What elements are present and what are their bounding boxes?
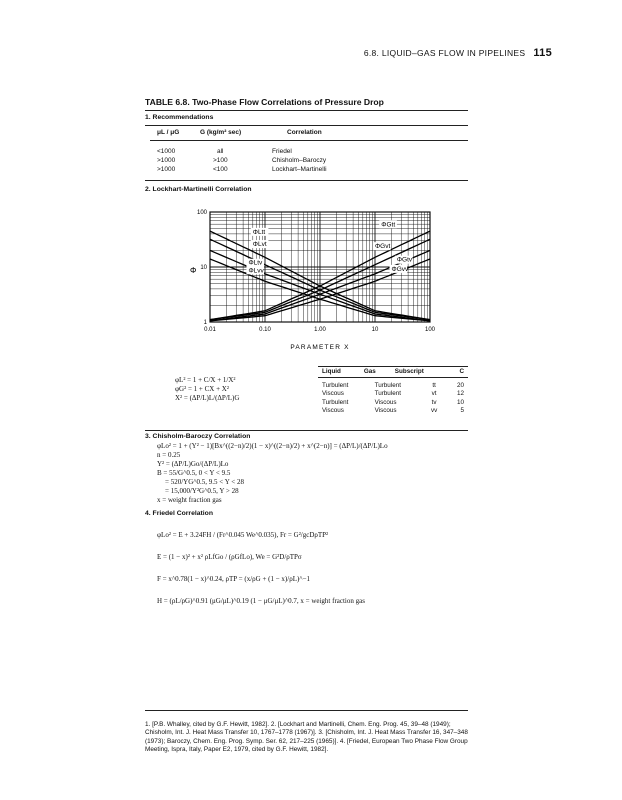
rule-s3 [145, 430, 468, 431]
x-tick-label: 1.00 [314, 327, 326, 333]
flow-regime-cell: Turbulent [374, 382, 401, 390]
rec-ratio: >1000 [157, 166, 176, 173]
running-head [364, 47, 552, 59]
lm-equations [175, 376, 239, 403]
rule-s1 [145, 125, 468, 126]
col-corr-header: Correlation [287, 129, 322, 136]
x-ticks [204, 327, 436, 333]
th-subscript: Subscript [394, 367, 424, 375]
flow-regime-cell: Turbulent [374, 390, 401, 398]
rec-corr: Chisholm–Baroczy [272, 157, 327, 164]
rec-row [0, 157, 622, 166]
rec-row [0, 166, 622, 175]
y-tick-label: 10 [200, 265, 207, 271]
flow-regime-cell: 10 [456, 398, 464, 406]
y-tick-label: 100 [196, 210, 207, 216]
col-flux-header: G (kg/m² sec) [200, 129, 242, 136]
rule-top [145, 110, 468, 111]
rec-flux: >100 [213, 157, 228, 164]
th-gas: Gas [363, 367, 376, 375]
flow-regime-cell: 20 [456, 382, 464, 390]
flow-regime-cell: Viscous [322, 390, 344, 398]
th-c: C [459, 367, 464, 375]
flow-regime-row [318, 381, 468, 389]
section2-title: 2. Lockhart-Martinelli Correlation [145, 186, 252, 193]
curve-label: ΦLvv [248, 267, 264, 275]
flow-regime-cell: Viscous [322, 407, 344, 415]
rule-s1-head [150, 140, 468, 141]
cb-equations [157, 442, 388, 505]
x-tick-label: 10 [371, 327, 379, 333]
curve-label: ΦGvv [391, 265, 409, 273]
flow-regime-row [318, 390, 468, 398]
friedel-equations [157, 524, 365, 612]
lm-eq-2: φG² = 1 + CX + X² [175, 385, 229, 393]
curve-label: ΦGvt [375, 243, 391, 251]
y-ticks [197, 210, 208, 326]
section3-title: 3. Chisholm-Baroczy Correlation [145, 433, 251, 440]
rec-corr: Friedel [272, 148, 292, 155]
table-title: TABLE 6.8. Two-Phase Flow Correlations of Pressure Drop [145, 97, 384, 107]
rec-ratio: >1000 [157, 157, 176, 164]
x-axis-label: PARAMETER X [290, 344, 350, 351]
cb-line: x = weight fraction gas [157, 496, 222, 504]
section4-title: 4. Friedel Correlation [145, 510, 213, 517]
lm-chart [170, 200, 450, 360]
rule-s1-end [145, 180, 468, 181]
curve-label: ΦGtt [381, 221, 396, 229]
flow-regime-cell: Viscous [374, 407, 397, 415]
curve-label: ΦGtv [396, 256, 413, 264]
cb-line: n = 0.25 [157, 451, 181, 459]
friedel-line: φLo² = E + 3.24FH / (Fr^0.045 We^0.035), Fr = G²/gcDρTP² [157, 531, 329, 539]
x-tick-label: 0.01 [204, 327, 216, 333]
flow-regime-cell: Turbulent [322, 398, 349, 406]
friedel-line: H = (ρL/ρG)^0.91 (μG/μL)^0.19 (1 − μG/μL)^0.7, x = weight fraction gas [157, 597, 365, 605]
rec-corr: Lockhart–Martinelli [272, 166, 327, 173]
lm-eq-3: X² = (ΔP/L)L/(ΔP/L)G [175, 394, 240, 402]
rec-row [0, 148, 622, 157]
curve-label: ΦLtt [252, 228, 266, 236]
rec-ratio: <1000 [157, 148, 176, 155]
rec-flux: all [217, 148, 224, 155]
flow-regime-row [318, 407, 468, 415]
flow-regime-cell: vt [431, 390, 437, 398]
flow-regime-cell: Viscous [374, 398, 397, 406]
flow-regime-row [318, 398, 468, 406]
cb-line: Y² = (ΔP/L)Go/(ΔP/L)Lo [157, 460, 229, 468]
x-tick-label: 0.10 [259, 327, 271, 333]
cb-line: = 15,000/Y²G^0.5, Y > 28 [165, 487, 239, 495]
friedel-line: F = x^0.78(1 − x)^0.24, ρTP = (x/ρG + (1 − x)/ρL)^−1 [157, 575, 311, 583]
col-ratio-header: μL / μG [157, 129, 180, 136]
cb-line: B = 55/G^0.5, 0 < Y < 9.5 [157, 469, 231, 477]
y-tick-label: 1 [203, 320, 207, 326]
flow-regime-cell: 12 [456, 390, 464, 398]
section1-title: 1. Recommendations [145, 114, 214, 121]
lm-eq-1: φL² = 1 + C/X + 1/X² [175, 376, 236, 384]
curve-label: ΦLvt [252, 241, 267, 249]
x-tick-label: 100 [424, 327, 436, 333]
flow-regime-cell: tt [432, 382, 436, 390]
cb-line: = 520/YG^0.5, 9.5 < Y < 28 [165, 478, 244, 486]
running-head-text: 6.8. LIQUID–GAS FLOW IN PIPELINES [363, 48, 526, 58]
rule-bottom [145, 710, 468, 711]
rec-flux: <100 [213, 166, 228, 173]
flow-regime-cell: vv [430, 407, 438, 415]
friedel-line: E = (1 − x)² + x² ρLfGo / (ρGfLo), We = G²D/ρTPσ [157, 553, 302, 561]
footnote: 1. [P.B. Whalley, cited by G.F. Hewitt, 1982]. 2. [Lockhart and Martinelli, Chem. Eng. Prog. 45, 39–48 (1949); Chisholm, Int. J. Heat Mass Transfer 10, 1767–1778 (1967)]. 3. [Chisholm, Int. J. Heat Mass Transfer 16, 347–348 (1973); Baroczy, Chem. Eng. Prog. Symp. Ser. 62, 217–225 (1965)]. 4. [Friedel, European Two Phase Flow Group Meeting, Ispra, Italy, Paper E2, 1979, cited by G.F. Hewitt, 1982]. [145, 721, 468, 754]
curve-label: ΦLtv [248, 259, 263, 267]
flow-regime-cell: 5 [460, 407, 464, 415]
page-number: 115 [533, 47, 552, 59]
flow-regime-cell: tv [431, 398, 437, 406]
y-axis-label: Φ [190, 266, 197, 275]
flow-regime-cell: Turbulent [322, 382, 349, 390]
cb-line: φLo² = 1 + (Y² − 1)[Bx^((2−n)/2)(1 − x)^((2−n)/2) + x^(2−n)] = (ΔP/L)/(ΔP/L)Lo [157, 442, 388, 450]
flow-regime-table [318, 366, 468, 415]
flow-regime-rows [318, 381, 468, 415]
th-liquid: Liquid [322, 367, 341, 375]
